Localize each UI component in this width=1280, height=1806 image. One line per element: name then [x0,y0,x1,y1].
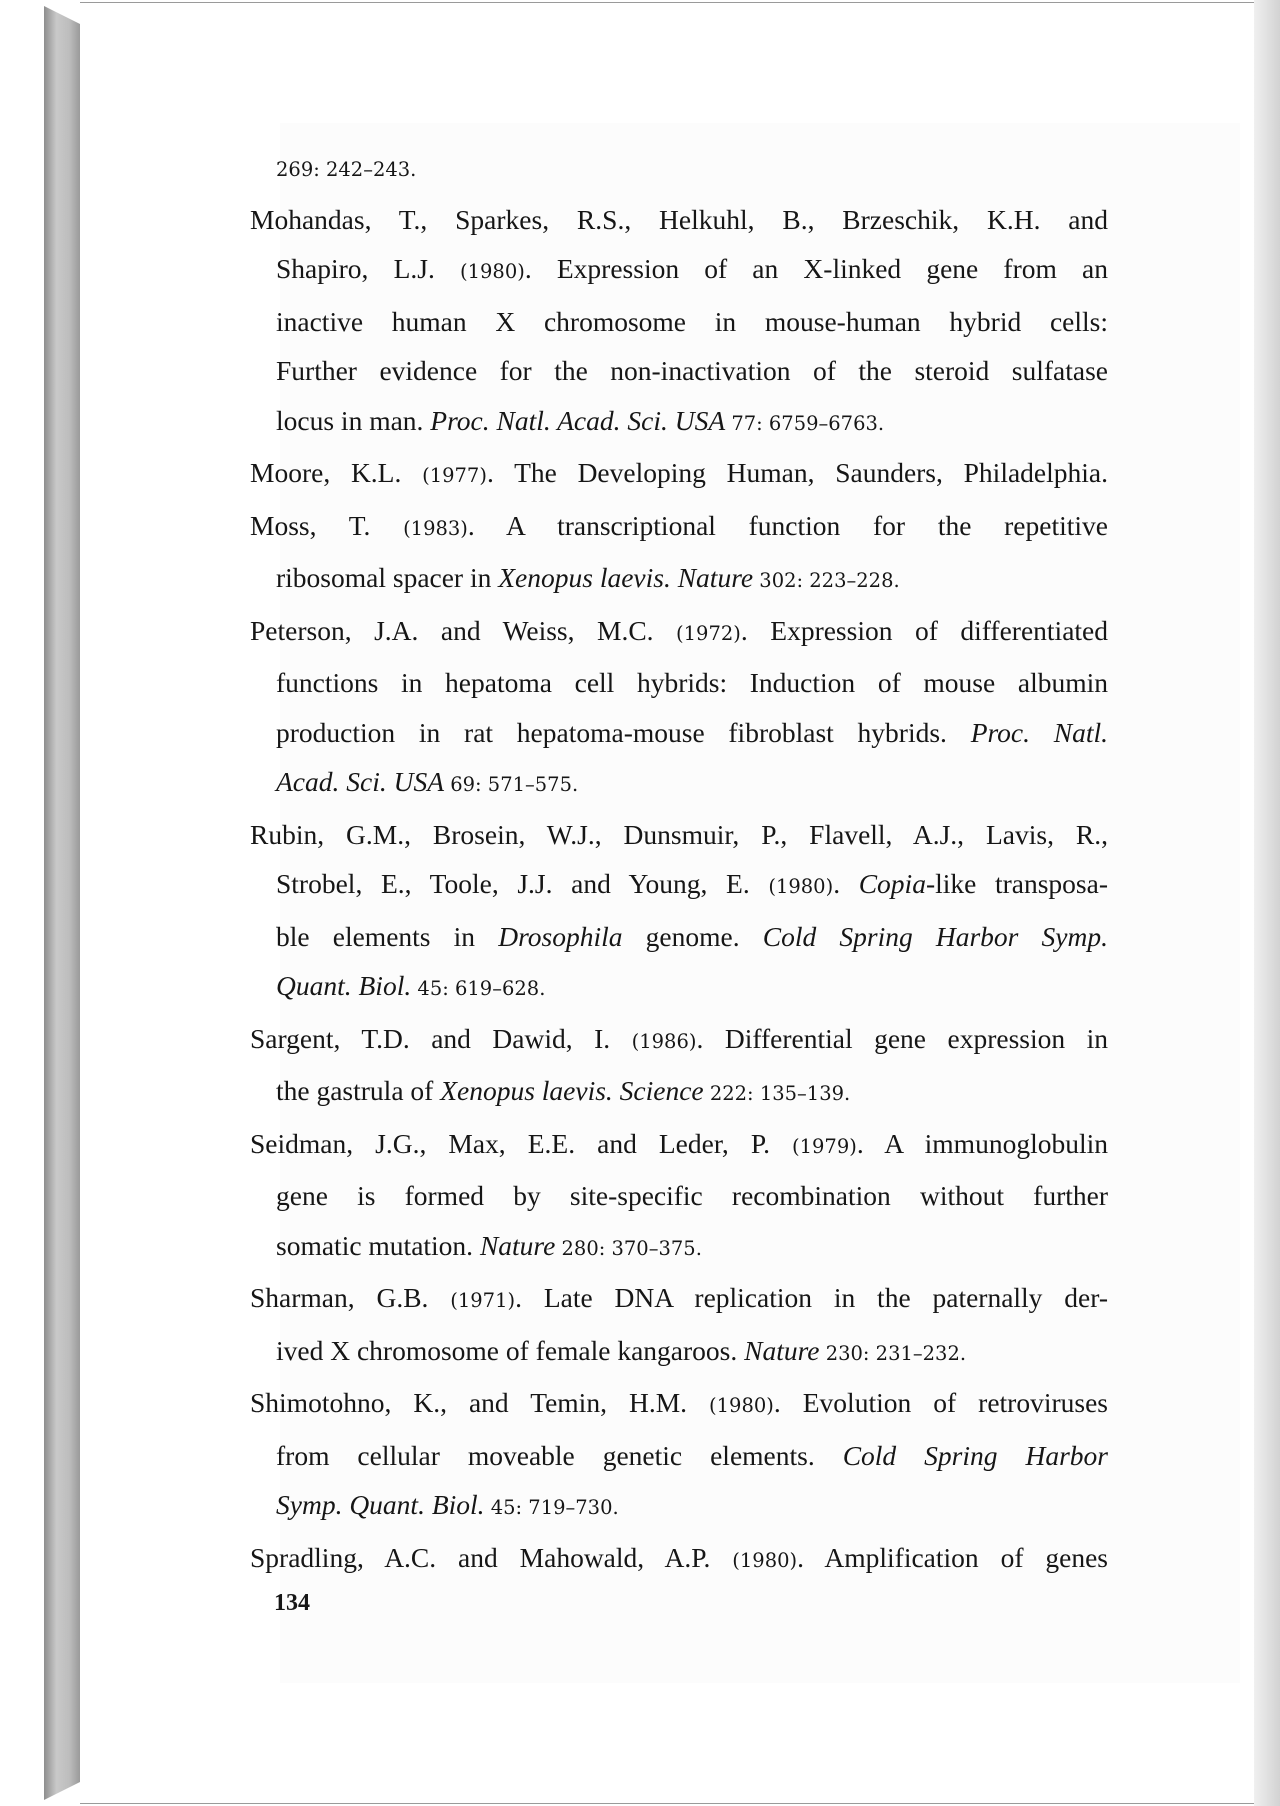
reference-text: Moss, T. [250,509,404,541]
volume-pages: 77: 6759–6763. [725,411,885,435]
reference-text: Sharman, G.B. [250,1282,451,1313]
volume-pages: 45: 619–628. [411,977,546,1000]
journal-title: Quant. Biol. [276,970,412,1001]
volume-pages: 230: 231–232. [819,1341,967,1365]
reference-text: . Expression of an X-linked gene from an [524,253,1108,284]
reference-text: inactive human X chromosome in mouse-human hybrid cells: [276,305,1108,337]
journal-title: Acad. Sci. USA [276,766,445,797]
reference-line [276,297,1108,347]
reference-line [276,1171,1108,1221]
reference-text: Further evidence for the non-inactivation of the steroid sulfatase [276,355,1108,386]
reference-text: Shimotohno, K., and Temin, H.M. [250,1387,710,1418]
reference-year: (1971) [450,1289,516,1312]
reference-year: (1980) [460,260,525,283]
reference-text: Moore, K.L. [250,457,423,488]
reference-line [250,195,1108,245]
reference-text: functions in hepatoma cell hybrids: Induction of mouse albumin [276,667,1108,698]
reference-line [250,810,1108,860]
reference-text: genome. [622,920,763,952]
reference-text: . A transcriptional function for the repetitive [467,509,1108,541]
volume-pages: 45: 719–730. [484,1496,619,1519]
volume-pages: 302: 223–228. [753,569,900,592]
reference-text: . Evolution of retroviruses [773,1387,1108,1418]
reference-line [276,859,1108,912]
reference-line [276,961,1108,1014]
reference-line [250,448,1108,501]
reference-line [276,1480,1108,1533]
reference-line [276,757,1108,810]
reference-text: . The Developing Human, Saunders, Philadelphia. [486,457,1108,488]
reference-text: Shapiro, L.J. [276,253,460,284]
italic-term: Drosophila [498,920,623,952]
book-spine [44,6,80,1800]
reference-text: . Differential gene expression in [696,1022,1108,1054]
journal-title: Proc. Natl. Acad. Sci. USA [430,404,726,436]
page-number: 134 [274,1590,310,1616]
reference-text: 269: 242–243. [276,158,417,181]
journal-title: Nature [479,1229,556,1261]
reference-line [276,1066,1108,1119]
reference-text: ived X chromosome of female kangaroos. [276,1334,745,1366]
reference-text: Peterson, J.A. and Weiss, M.C. [250,614,677,646]
reference-text: -like transposa- [925,868,1108,899]
reference-year: (1980) [732,1548,798,1572]
reference-line [276,244,1108,297]
journal-title: Nature [744,1334,820,1366]
reference-text: Mohandas, T., Sparkes, R.S., Helkuhl, B., Brzeschik, K.H. and [250,203,1108,235]
reference-line [276,142,1108,195]
page-edge-shadow [1254,0,1280,1806]
reference-year: (1972) [676,621,741,645]
reference-text: ble elements in [276,920,499,952]
reference-line [276,912,1108,962]
reference-text: gene is formed by site-specific recombination without further [276,1180,1108,1211]
journal-title: Proc. Natl. [970,716,1108,748]
reference-text: Strobel, E., Toole, J.J. and Young, E. [276,868,769,899]
reference-year: (1983) [403,516,468,540]
reference-line [276,396,1108,449]
reference-line [276,708,1108,758]
reference-year: (1980) [768,875,834,898]
reference-text: Spradling, A.C. and Mahowald, A.P. [250,1541,733,1573]
reference-line [276,346,1108,396]
reference-list [250,142,1108,1585]
journal-title: Cold Spring Harbor [842,1439,1108,1471]
reference-line [250,1014,1108,1067]
reference-line [250,1119,1108,1172]
reference-line [250,1533,1108,1586]
reference-text: . A immunoglobulin [856,1127,1108,1159]
reference-year: (1979) [792,1134,857,1158]
reference-text: . Late DNA replication in the paternally der- [515,1282,1108,1313]
reference-text: production in rat hepatoma-mouse fibroblast hybrids. [276,716,971,748]
reference-text: . [833,868,859,899]
reference-year: (1980) [709,1394,774,1417]
reference-line [250,1273,1108,1326]
reference-line [276,1431,1108,1481]
reference-text: locus in man. [276,404,431,436]
reference-text: somatic mutation. [276,1229,480,1261]
volume-pages: 222: 135–139. [703,1082,851,1105]
reference-year: (1977) [422,464,487,487]
reference-text: the gastrula of [276,1075,441,1106]
reference-text: Seidman, J.G., Max, E.E. and Leder, P. [250,1127,792,1159]
italic-term: Copia [858,868,926,899]
reference-text: . Amplification of genes [797,1541,1108,1573]
journal-title: Xenopus laevis. Nature [498,562,754,593]
reference-line [250,501,1108,554]
reference-line [250,1378,1108,1431]
journal-title: Cold Spring Harbor Symp. [762,920,1108,952]
reference-text: Sargent, T.D. and Dawid, I. [250,1022,632,1054]
reference-year: (1986) [631,1029,697,1053]
reference-line [276,658,1108,708]
volume-pages: 280: 370–375. [555,1236,702,1260]
reference-text: ribosomal spacer in [276,562,499,593]
reference-line [276,553,1108,606]
reference-line [276,1221,1108,1274]
journal-title: Xenopus laevis. Science [440,1075,704,1106]
journal-title: Symp. Quant. Biol. [276,1489,485,1520]
reference-text: . Expression of differentiated [740,614,1108,646]
reference-line [276,1326,1108,1379]
reference-line [250,606,1108,659]
volume-pages: 69: 571–575. [444,773,579,796]
reference-text: from cellular moveable genetic elements. [276,1439,843,1471]
reference-text: Rubin, G.M., Brosein, W.J., Dunsmuir, P., Flavell, A.J., Lavis, R., [250,818,1108,850]
